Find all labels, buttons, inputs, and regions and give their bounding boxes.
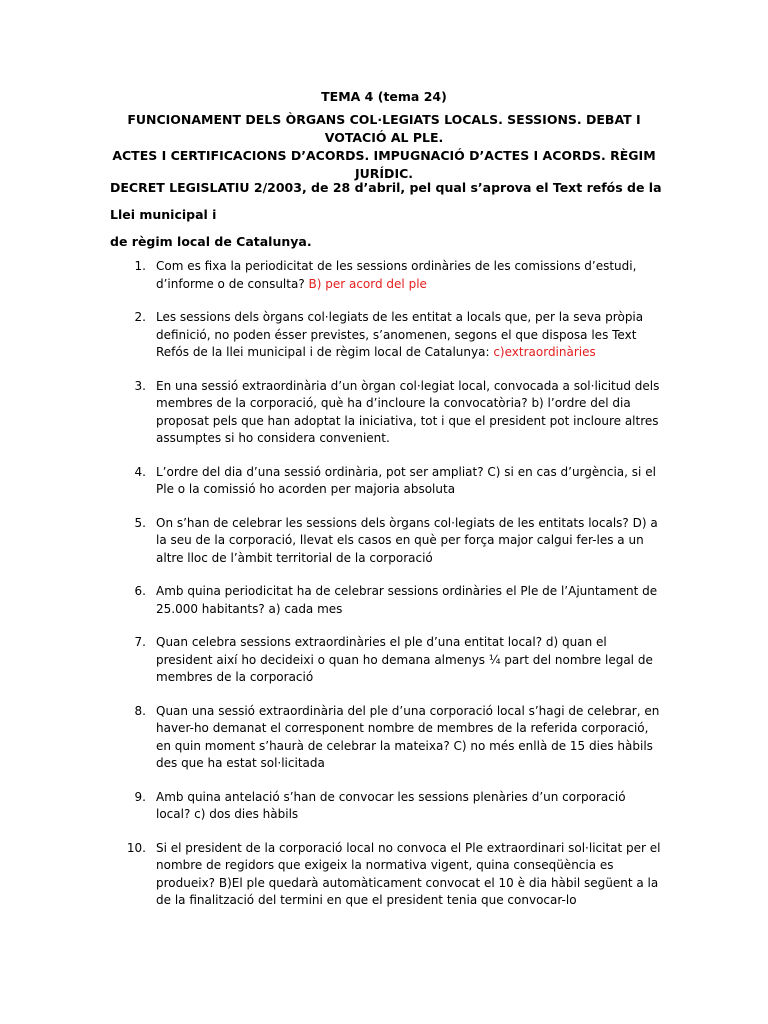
question-number: 2. — [134, 310, 146, 324]
page-subtitle — [100, 111, 668, 183]
decree-heading — [110, 174, 670, 255]
decree-line-2: de règim local de Catalunya. — [110, 234, 312, 249]
question-body: En una sessió extraordinària d’un òrgan col·legiat local, convocada a sol·licitud dels membres de la corporació, què ha d’incloure la convocatòria? b) l’ordre del dia proposat pels que han adoptat la iniciativa, tot i que el president pot incloure altres assumptes si ho considera convenient. — [156, 378, 660, 445]
question-item-8 — [0, 703, 768, 773]
question-body: Si el president de la corporació local no convoca el Ple extraordinari sol·licitat per el nombre de regidors que exigeix la normativa vigent, quina conseqüència es produeix? B)El ple quedarà automàticament convocat el 10 è dia hàbil següent a la de la finalització del termini en que el president tenia que convocar-lo — [156, 840, 661, 907]
question-body: L’ordre del dia d’una sessió ordinària, pot ser ampliat? C) si en cas d’urgència, si el Ple o la comissió ho acorden per majoria absoluta — [156, 464, 656, 496]
question-answer: c)extraordinàries — [493, 345, 596, 359]
question-body: On s’han de celebrar les sessions dels òrgans col·legiats de les entitats locals? D) a la seu de la corporació, llevat els casos en què per força major calgui fer-les a un altre lloc de l’àmbit territorial de la corporació — [156, 515, 658, 565]
question-text — [156, 583, 661, 618]
question-item-5 — [0, 515, 768, 568]
question-body: Com es fixa la periodicitat de les sessions ordinàries de les comissions d’estudi, d’informe o de consulta? — [156, 259, 637, 291]
question-text — [156, 378, 661, 448]
question-number: 1. — [134, 259, 146, 273]
decree-line-1: DECRET LEGISLATIU 2/2003, de 28 d’abril, pel qual s’aprova el Text refós de la Llei municipal i — [110, 180, 662, 222]
question-text — [156, 258, 661, 293]
question-text — [156, 464, 661, 499]
page-title: TEMA 4 (tema 24) — [321, 89, 447, 104]
question-number: 10. — [126, 840, 146, 855]
question-number: 8. — [134, 703, 146, 718]
question-item-2 — [0, 309, 768, 362]
question-number: 6. — [134, 584, 146, 598]
question-body: Quan una sessió extraordinària del ple d’una corporació local s’hagi de celebrar, en haver-ho demanat el corresponent nombre de membres de la referida corporació, en quin moment s’haurà de celebrar la mateixa? C) no més enllà de 15 dies hàbils des que ha estat sol·licitada — [156, 703, 660, 770]
question-text — [156, 634, 661, 687]
question-body: Les sessions dels òrgans col·legiats de les entitat a locals que, per la seva pròpia definició, no poden ésser previstes, s’anomenen, segons el que disposa les Text Refós de la llei municipal i de règim local de Catalunya: — [156, 310, 644, 359]
question-text — [156, 703, 661, 773]
question-number: 3. — [134, 378, 146, 393]
subtitle-line-2: ACTES I CERTIFICACIONS D’ACORDS. IMPUGNACIÓ D’ACTES I ACORDS. RÈGIM JURÍDIC. — [112, 148, 656, 181]
question-item-1 — [0, 258, 768, 293]
questions-list — [0, 258, 768, 926]
question-text — [156, 309, 661, 362]
question-item-7 — [0, 634, 768, 687]
question-answer: B) per acord del ple — [308, 276, 427, 291]
question-number: 4. — [134, 464, 146, 479]
question-body: Amb quina antelació s’han de convocar les sessions plenàries d’un corporació local? c) dos dies hàbils — [156, 789, 626, 821]
question-item-6 — [0, 583, 768, 618]
question-number: 9. — [134, 789, 146, 804]
question-number: 7. — [134, 635, 146, 649]
question-body: Amb quina periodicitat ha de celebrar sessions ordinàries el Ple de l’Ajuntament de 25.000 habitants? a) cada mes — [156, 584, 658, 616]
question-item-4 — [0, 464, 768, 499]
question-item-9 — [0, 789, 768, 824]
question-text — [156, 515, 661, 568]
question-item-3 — [0, 378, 768, 448]
question-number: 5. — [134, 515, 146, 530]
question-body: Quan celebra sessions extraordinàries el ple d’una entitat local? d) quan el president així ho decideixi o quan ho demana almenys ¼ part del nombre legal de membres de la corporació — [156, 635, 653, 684]
question-text — [156, 840, 661, 910]
question-text — [156, 789, 661, 824]
subtitle-line-1: FUNCIONAMENT DELS ÒRGANS COL·LEGIATS LOCALS. SESSIONS. DEBAT I VOTACIÓ AL PLE. — [127, 112, 641, 145]
question-item-10 — [0, 840, 768, 910]
